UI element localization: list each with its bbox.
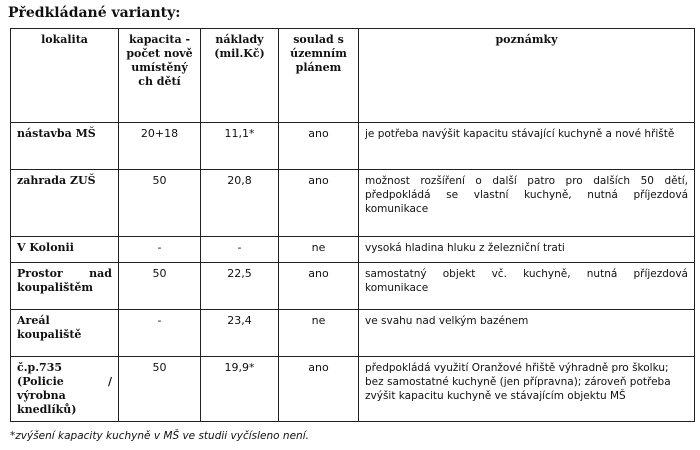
cell-soulad: ne [279,237,359,263]
cell-naklady: - [201,237,279,263]
cell-lokalita: nástavba MŠ [11,123,119,170]
cell-soulad: ano [279,123,359,170]
cell-naklady: 23,4 [201,310,279,357]
cell-soulad: ne [279,310,359,357]
cell-lokalita: zahrada ZUŠ [11,170,119,237]
header-lokalita: lokalita [11,29,119,123]
header-kapacita: kapacita - počet nově umístěný ch dětí [119,29,201,123]
table-row [11,170,695,237]
cell-soulad: ano [279,170,359,237]
cell-lokalita: Areál koupaliště [11,310,119,357]
header-soulad: soulad s územním plánem [279,29,359,123]
cell-lokalita: V Kolonii [11,237,119,263]
cell-naklady: 22,5 [201,263,279,310]
cell-poznamky: je potřeba navýšit kapacitu stávající kuchyně a nové hřiště [359,123,695,170]
cell-naklady: 20,8 [201,170,279,237]
table-header-row [11,29,695,123]
section-heading: Předkládané varianty: [8,5,181,21]
table-row [11,123,695,170]
cell-lokalita: č.p.735 (Policie / výrobna knedlíků) [11,357,119,422]
cell-naklady: 19,9* [201,357,279,422]
cell-kapacita: - [119,310,201,357]
cell-poznamky: možnost rozšíření o další patro pro dalších 50 dětí, předpokládá se vlastní kuchyně, nutná příjezdová komunikace [359,170,695,237]
table-row [11,310,695,357]
cell-poznamky: vysoká hladina hluku z železniční trati [359,237,695,263]
cell-poznamky: předpokládá využití Oranžové hřiště výhradně pro školku; bez samostatné kuchyně (jen přípravna); zároveň potřeba zvýšit kapacitu kuchyně ve stávajícím objektu MŠ [359,357,695,422]
cell-poznamky: ve svahu nad velkým bazénem [359,310,695,357]
cell-poznamky: samostatný objekt vč. kuchyně, nutná příjezdová komunikace [359,263,695,310]
table-row [11,357,695,422]
cell-soulad: ano [279,357,359,422]
table-row [11,263,695,310]
cell-kapacita: 50 [119,263,201,310]
cell-lokalita: Prostor nad koupalištěm [11,263,119,310]
cell-kapacita: - [119,237,201,263]
variants-table [10,28,695,422]
footnote: *zvýšení kapacity kuchyně v MŠ ve studii vyčísleno není. [10,430,309,442]
header-naklady: náklady (mil.Kč) [201,29,279,123]
cell-naklady: 11,1* [201,123,279,170]
cell-soulad: ano [279,263,359,310]
cell-kapacita: 50 [119,357,201,422]
cell-kapacita: 20+18 [119,123,201,170]
cell-kapacita: 50 [119,170,201,237]
header-poznamky: poznámky [359,29,695,123]
table-row [11,237,695,263]
